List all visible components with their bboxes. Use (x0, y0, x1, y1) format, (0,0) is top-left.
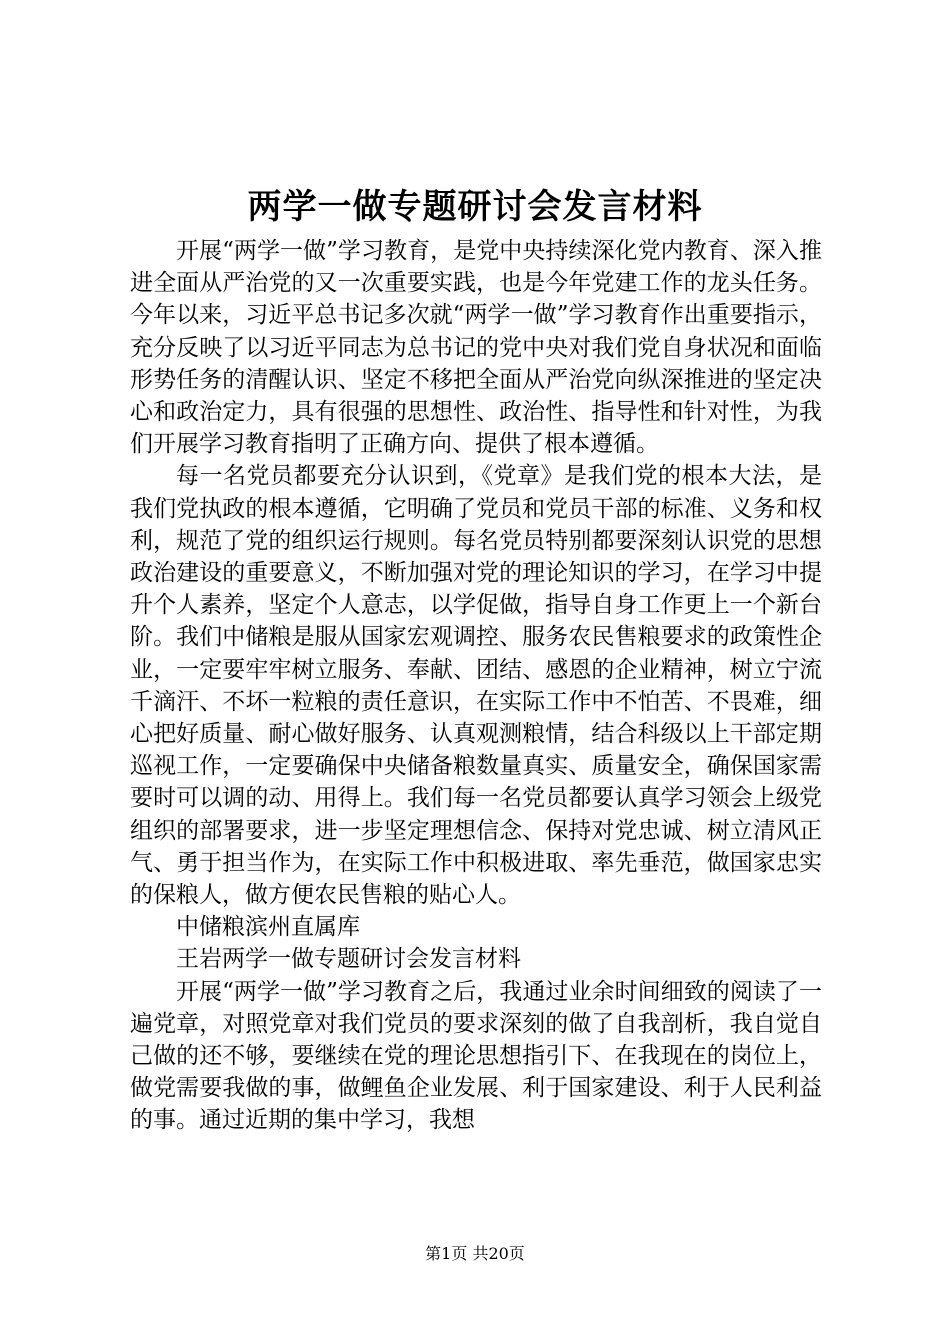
document-title: 两学一做专题研讨会发言材料 (247, 187, 703, 227)
subtitle-line: 王岩两学一做专题研讨会发言材料 (176, 946, 521, 973)
organization-line: 中储粮滨州直属库 (176, 914, 360, 941)
page-footer: 第1页 共20页 (425, 1244, 525, 1263)
paragraph-intro: 开展“两学一做”学习教育，是党中央持续深化党内教育、深入推进全面从严治党的又一次重要实践，也是今年党建工作的龙头任务。今年以来，习近平总书记多次就“两学一做”学习教育作出重要指示，充分反映了以习近平同志为总书记的党中央对我们党自身状况和面临形势任务的清醒认识、坚定不移把全面从严治党向纵深推进的坚定决心和政治定力，具有很强的思想性、政治性、指导性和针对性，为我们开展学习教育指明了正确方向、提供了根本遵循。 (130, 238, 822, 458)
paragraph-party-constitution: 每一名党员都要充分认识到，《党章》是我们党的根本大法，是我们党执政的根本遵循，它明确了党员和党员干部的标准、义务和权利，规范了党的组织运行规则。每名党员特别都要深刻认识党的思想政治建设的重要意义，不断加强对党的理论知识的学习，在学习中提升个人素养，坚定个人意志，以学促做，指导自身工作更上一个新台阶。我们中储粮是服从国家宏观调控、服务农民售粮要求的政策性企业，一定要牢牢树立服务、奉献、团结、感恩的企业精神，树立宁流千滴汗、不坏一粒粮的责任意识，在实际工作中不怕苦、不畏难，细心把好质量、耐心做好服务、认真观测粮情，结合科级以上干部定期巡视工作，一定要确保中央储备粮数量真实、质量安全，确保国家需要时可以调的动、用得上。我们每一名党员都要认真学习领会上级党组织的部署要求，进一步坚定理想信念、保持对党忠诚、树立清风正气、勇于担当作为，在实际工作中积极进取、率先垂范，做国家忠实的保粮人，做方便农民售粮的贴心人。 (130, 463, 822, 909)
paragraph-self-review: 开展“两学一做”学习教育之后，我通过业余时间细致的阅读了一遍党章，对照党章对我们党员的要求深刻的做了自我剖析，我自觉自己做的还不够，要继续在党的理论思想指引下、在我现在的岗位上，做党需要我做的事，做鲤鱼企业发展、利于国家建设、利于人民利益的事。通过近期的集中学习，我想 (130, 978, 822, 1134)
document-body (130, 235, 822, 1137)
